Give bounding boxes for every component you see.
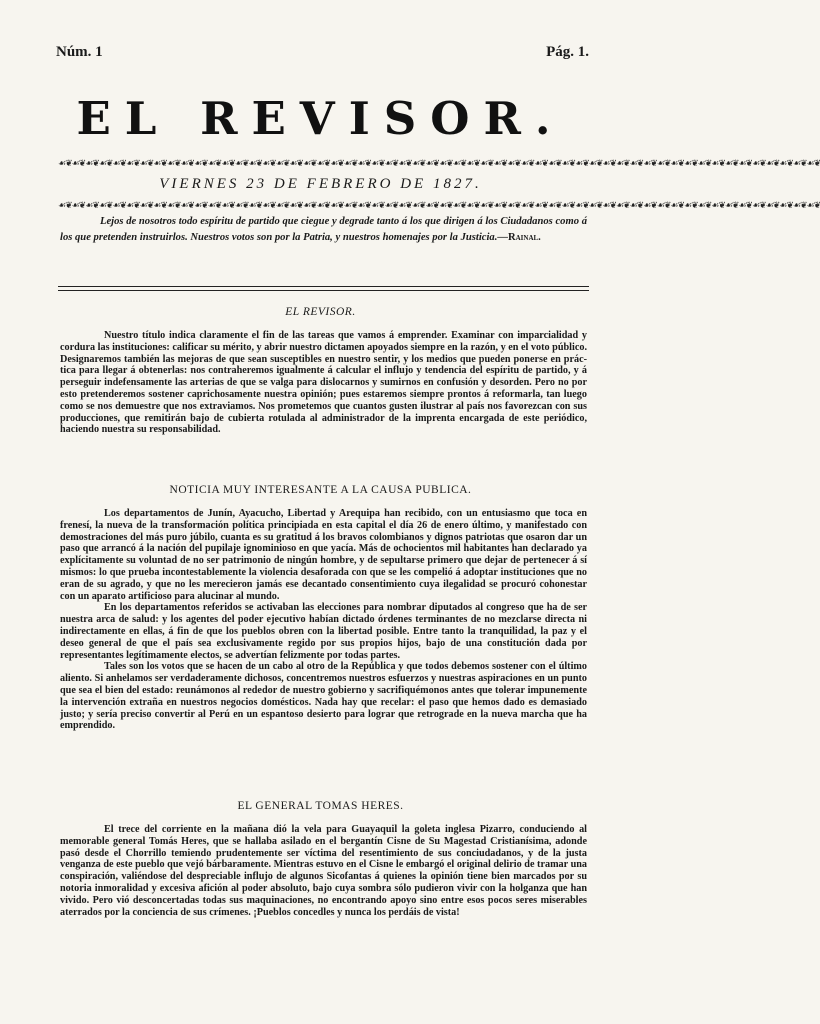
paragraph: El trece del corriente en la mañana dió la vela para Guayaquil la goleta inglesa Pizarro, conduciendo al memorable general Tomás Heres, que se hallaba asilado en el bergantín Cisne de Su Magestad Cristianísima, adonde pasó desde el Chorrillo temiendo prudentemente ser víctima del resentimiento de sus conciudadanos, y de la justa venganza de este pueblo que vejó bárbaramente. Mientras estuvo en el Cisne le embargó el original delirio de tramar una conspiración, valiéndose del despreciable influjo de algunos Sicofantas á quienes la opinión tiene bien marcados por su notoria inmoralidad y excesiva afición al poder absoluto, bajo cuya sombra sólo pudieron vivir con la holganza que han vivido. Pero vió desconcertadas todas sus maquinaciones, no encontrando apoyo sino entre esos pocos seres miserables aterrados por la conciencia de sus crímenes. ¡Pueblos concedles y nunca los perdáis de vista! — [60, 824, 587, 918]
motto-author: Rainal. — [507, 232, 541, 243]
section-body — [60, 824, 587, 918]
paragraph: Nuestro título indica claramente el fin de las tareas que vamos á emprender. Examinar con imparcialidad y cordura las instituciones: calificar su mérito, y abrir nuestro dictamen apoyados siempre en la razón, y en el voto público. Designaremos también las mejoras de que sean susceptibles en nuestro sentir, y los medios que pueden ponerse en práctica para llegar á obtenerlas: nos contraheremos igualmente á calcular el influjo y tendencia del espíritu de partido, y á perseguir indefensamente las arterias de que se valga para dislocarnos y sumirnos en confusión y desorden. Pero no por esto pretenderemos sostener caprichosamente nuestra opinión; pues estaremos siempre prontos á reformarla, tan luego como se nos demuestre que nos extraviamos. Nos prometemos que cuantos gusten ilustrar al país nos favorezcan con sus producciones, que remitirán bajo de cubierta rotulada al administrador de la imprenta encargada de este periódico, haciendo nuestra su responsabilidad. — [60, 330, 587, 436]
section-body — [60, 330, 587, 436]
dateline: VIERNES 23 DE FEBRERO DE 1827. — [159, 176, 482, 192]
paragraph: Los departamentos de Junín, Ayacucho, Libertad y Arequipa han recibido, con un entusiasmo que toca en frenesí, la nueva de la transformación política principiada en esta capital el día 26 de enero último, y manifestado con demostraciones del más puro júbilo, cuanta es su gratitud á los bravos colombianos y dignos patriotas que osaron dar un paso que arrancó á la nación del pupilaje ignominioso en que yacía. Más de ochocientos mil habitantes han declarado ya explícitamente su voluntad de no ser patrimonio de ningún hombre, y de sepultarse primero que dejar de pertenecer á sí mismos: lo que prueba incontestablemente la violencia desaforada con que se les compelió á adoptar instituciones que no eran de su agrado, y que no les merecieron jamás ese decantado consentimiento cuya ilegalidad se procuró cohonestar con un aparato artificioso para alucinar al mundo. — [60, 508, 587, 602]
divider-rule — [58, 286, 589, 287]
masthead-title: EL REVISOR. — [76, 92, 565, 145]
section-title: EL REVISOR. — [285, 306, 356, 318]
section-title: EL GENERAL TOMAS HERES. — [237, 800, 404, 812]
paragraph: Tales son los votos que se hacen de un cabo al otro de la República y que todos debemos sostener con el último aliento. Si anhelamos ser verdaderamente dichosos, concentremos nuestros esfuerzos y nuestras aspiraciones en un punto que sea el bien del estado: reunámonos al rededor de nuestro gobierno y sacrifiquémonos antes que tolerar impunemente la intervención extraña en nuestros negocios domésticos. Nada hay que recelar: el paso que hemos dado es demasiado justo; y sería preciso convertir al Perú en un espantoso desierto para lograr que retrograde en la nueva marcha que ha emprendido. — [60, 661, 587, 732]
paragraph: En los departamentos referidos se activaban las elecciones para nombrar diputados al congreso que ha de ser nuestra arca de salud: y los agentes del poder ejecutivo habían dictado órdenes terminantes de no mezclarse directa ni indirectamente en ellas, á fin de que los pueblos obren con la libertad posible. Entre tanto la tranquilidad, la paz y el deseo general de que el país sea exclusivamente regido por sus propios hijos, bajo de una constitución dada por representantes legítimamente electos, se advertían felizmente por todas partes. — [60, 602, 587, 661]
ornament-border-top: ☙❦☙❦☙❦☙❦☙❦☙❦☙❦☙❦☙❦☙❦☙❦☙❦☙❦☙❦☙❦☙❦☙❦☙❦☙❦☙❦☙❦☙❦☙❦☙❦☙❦☙❦☙❦☙❦☙❦☙❦☙❦☙❦☙❦☙❦☙❦☙❦☙❦☙❦☙❦☙❦☙❦☙❦☙❦☙❦☙❦☙❦☙❦☙❦☙❦☙❦☙❦☙❦☙❦☙❦☙❦☙❦ — [58, 158, 820, 168]
motto-text: Lejos de nosotros todo espíritu de partido que ciegue y degrade tanto á los que dirigen á los Ciudadanos como á los que pretenden instruirlos. Nuestros votos son por la Patria, y nuestros homenajes por la Justicia.— — [60, 216, 587, 243]
motto — [60, 214, 587, 246]
divider-rule — [58, 290, 589, 291]
section-body — [60, 508, 587, 732]
page-number: Pág. 1. — [546, 44, 589, 60]
section-title: NOTICIA MUY INTERESANTE A LA CAUSA PUBLICA. — [169, 484, 472, 496]
issue-number: Núm. 1 — [56, 44, 103, 60]
ornament-border-bottom: ☙❦☙❦☙❦☙❦☙❦☙❦☙❦☙❦☙❦☙❦☙❦☙❦☙❦☙❦☙❦☙❦☙❦☙❦☙❦☙❦☙❦☙❦☙❦☙❦☙❦☙❦☙❦☙❦☙❦☙❦☙❦☙❦☙❦☙❦☙❦☙❦☙❦☙❦☙❦☙❦☙❦☙❦☙❦☙❦☙❦☙❦☙❦☙❦☙❦☙❦☙❦☙❦☙❦☙❦☙❦☙❦ — [58, 200, 820, 210]
